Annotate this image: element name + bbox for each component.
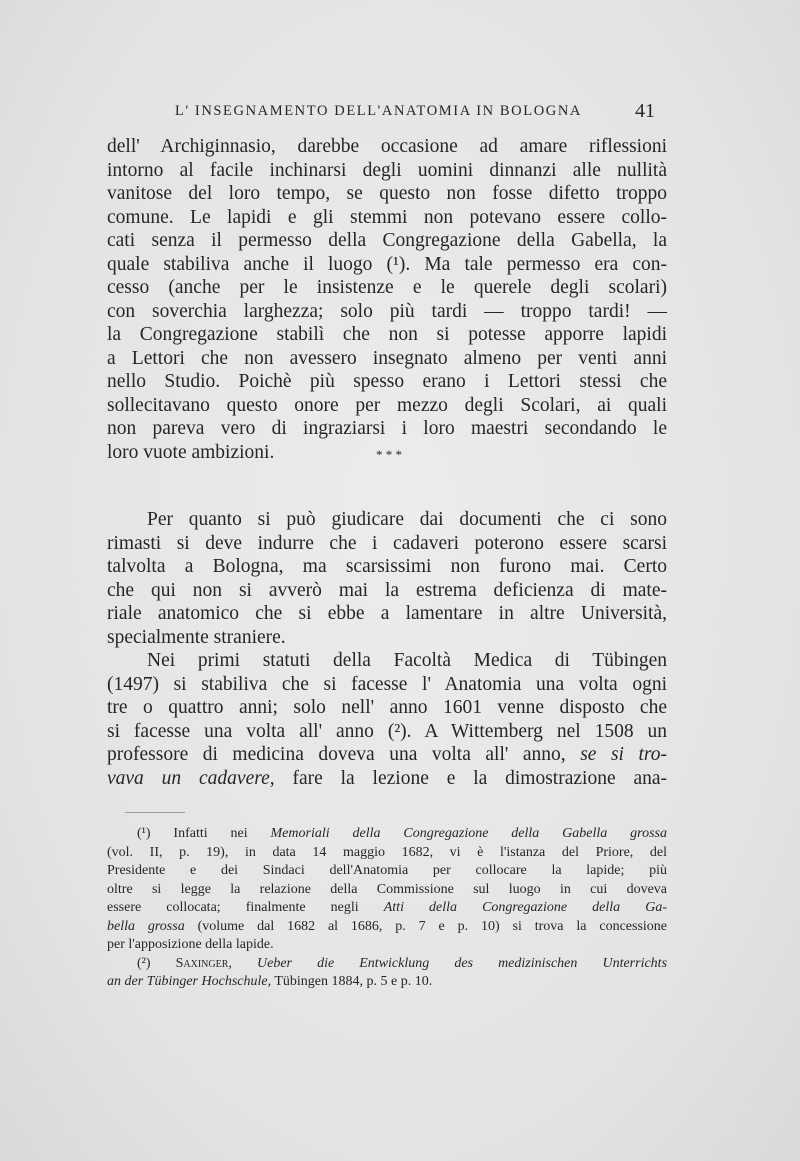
footnote-1-line: [107, 899, 667, 918]
text-span: (volume dal 1682 al 1686, p. 7 e p. 10) si trova la concessione: [197, 918, 667, 934]
footnote-2-line: [107, 973, 667, 992]
running-title: L' INSEGNAMENTO DELL'ANATOMIA IN BOLOGNA: [175, 103, 583, 119]
text-line: con soverchia larghezza; solo più tardi — troppo tardi! —: [107, 300, 667, 322]
text-line: cesso (anche per le insistenze e le querele degli scolari): [107, 277, 667, 298]
paragraph-1: [107, 135, 667, 464]
footnote-mark: (¹): [137, 826, 151, 841]
text-span: essere collocata; finalmente negli: [107, 900, 359, 915]
text-line: si facesse una volta all' anno (²). A Wittemberg nel 1508 un: [107, 720, 667, 742]
text-line: Nei primi statuti della Facoltà Medica di Tübingen: [147, 650, 667, 671]
footnote-1-line: oltre si legge la relazione della Commissione sul luogo in cui doveva: [107, 881, 667, 897]
footnote-mark: (²): [137, 955, 151, 971]
italic-span: se si tro-: [580, 744, 668, 765]
text-line: sollecitavano questo onore per mezzo degli Scolari, ai quali: [107, 394, 667, 416]
text-line: riale anatomico che si ebbe a lamentare in altre Università,: [107, 603, 667, 624]
running-header: [175, 100, 655, 125]
italic-span: bella grossa: [107, 918, 185, 934]
text-line: Per quanto si può giudicare dai documenti che ci sono: [147, 509, 667, 530]
footnote-1-line: [107, 825, 667, 844]
text-line: vanitose del loro tempo, se questo non fosse difetto troppo: [107, 183, 667, 204]
footnote-1-line: per l'apposizione della lapide.: [107, 937, 274, 952]
section-separator: * * *: [376, 447, 402, 462]
footnote-rule: [125, 812, 185, 813]
footnote-1-line: (vol. II, p. 19), in data 14 maggio 1682, vi è l'istanza del Priore, del: [107, 844, 667, 860]
text-line: la Congregazione stabilì che non si potesse apporre lapidi: [107, 324, 667, 345]
text-line: non pareva vero di ingraziarsi i loro maestri secondando le: [107, 418, 667, 439]
text-line: comune. Le lapidi e gli stemmi non potevano essere collo-: [107, 206, 667, 228]
page-number: 41: [635, 100, 655, 122]
text-span: Tübingen 1884, p. 5 e p. 10.: [274, 974, 433, 989]
author-name: Saxinger,: [175, 955, 232, 971]
footnote-1-line: Presidente e dei Sindaci dell'Anatomia per collocare la lapide; più: [107, 863, 667, 878]
footnote-1-line: [107, 918, 667, 937]
text-line: rimasti si deve indurre che i cadaveri poterono essere scarsi: [107, 532, 667, 554]
italic-span: an der Tübinger Hochschule,: [107, 974, 272, 989]
italic-span: Memoriali della Congregazione della Gabella grossa: [270, 826, 667, 841]
text-line: cati senza il permesso della Congregazione della Gabella, la: [107, 230, 667, 251]
footnotes: [107, 825, 667, 992]
text-line: tre o quattro anni; solo nell' anno 1601 venne disposto che: [107, 697, 667, 718]
text-line: loro vuote ambizioni.: [107, 441, 275, 463]
text-line: nello Studio. Poichè più spesso erano i Lettori stessi che: [107, 371, 667, 392]
italic-span: vava un cadavere,: [107, 767, 275, 789]
text-line: intorno al facile inchinarsi degli uomini dinnanzi alle nullità: [107, 159, 667, 181]
text-span: fare la lezione e la dimostrazione ana-: [292, 767, 668, 789]
text-line: a Lettori che non avessero insegnato almeno per venti anni: [107, 347, 667, 369]
text-line: dell' Archiginnasio, darebbe occasione ad amare riflessioni: [107, 136, 667, 157]
text-line: (1497) si stabiliva che si facesse l' Anatomia una volta ogni: [107, 673, 667, 695]
paragraph-2-3: [107, 508, 667, 790]
italic-span: Atti della Congregazione della Ga-: [383, 900, 667, 915]
footnote-2-line: [107, 955, 667, 974]
text-line: [107, 743, 667, 767]
text-line: quale stabiliva anche il luogo (¹). Ma tale permesso era con-: [107, 253, 667, 275]
text-line: che qui non si avverò mai la estrema deficienza di mate-: [107, 579, 667, 601]
text-span: professore di medicina doveva una volta all' anno,: [107, 744, 566, 765]
text-line: talvolta a Bologna, ma scarsissimi non furono mai. Certo: [107, 556, 667, 577]
text-span: Infatti nei: [173, 826, 248, 841]
italic-span: Ueber die Entwicklung des medizinischen Unterrichts: [257, 955, 668, 971]
text-line: [107, 767, 667, 791]
text-line: specialmente straniere.: [107, 626, 286, 648]
